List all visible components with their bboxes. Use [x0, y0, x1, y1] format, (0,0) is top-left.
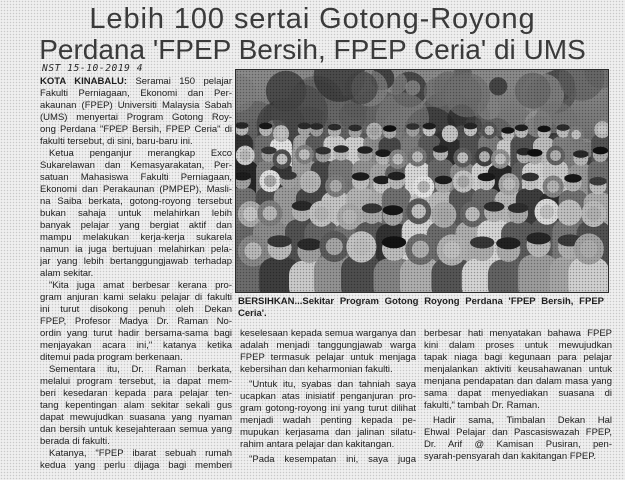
text-line	[240, 403, 416, 415]
text-line	[424, 451, 612, 463]
line-text: fakulti," tambah Dr. Raman.	[424, 400, 540, 411]
left-column	[40, 76, 232, 472]
line-text: menjayakan acara ini," katanya ketika	[40, 340, 232, 351]
news-photo	[236, 70, 608, 292]
line-text: Sementara itu, Dr. Raman berkata,	[49, 364, 232, 375]
line-text: mampu melakukan kerja-kerja sukarela	[40, 232, 232, 243]
line-text: dan bersih untuk kesejahteraan semua yang	[40, 424, 232, 435]
line-text: fakulti tersebut, di sini, baru-baru ini.	[40, 136, 193, 147]
line-text: keselesaan kepada semua warganya dan	[240, 328, 416, 339]
text-line	[240, 427, 416, 439]
line-text: Ketua penganjur merangkap Exco	[49, 148, 232, 159]
text-line	[240, 364, 416, 376]
line-text: akaunan (FPEP) Universiti Malaysia Sabah	[40, 100, 232, 111]
line-text: dapat mewujudkan suasana yang nyaman	[40, 412, 232, 423]
paragraph	[240, 328, 416, 376]
line-text: "Untuk itu, syabas dan tahniah saya	[249, 379, 416, 390]
line-text: kebersihan dan keharmonian fakulti.	[240, 364, 393, 375]
line-text: mupukan kerjasama dan jalinan silatu-	[240, 427, 416, 438]
text-line	[40, 304, 232, 316]
text-line	[40, 196, 232, 208]
text-line	[40, 124, 232, 136]
text-line	[40, 100, 232, 112]
line-text: bukan sahaja untuk melahirkan lebih	[40, 208, 232, 219]
text-line	[40, 436, 232, 448]
text-line	[40, 448, 232, 460]
text-line	[240, 379, 416, 391]
line-text: menjana pendapatan dan dalam masa yang	[424, 376, 612, 387]
text-line	[240, 328, 416, 340]
line-text: FPEP, Profesor Madya Dr. Raman No-	[40, 316, 232, 327]
text-line	[40, 388, 232, 400]
text-line	[424, 439, 612, 451]
line-text: satuan Mahasiswa Fakulti Perniagaan,	[40, 172, 232, 183]
text-line	[424, 427, 612, 439]
text-line	[240, 439, 416, 451]
text-line	[40, 112, 232, 124]
text-line	[40, 268, 232, 280]
text-line	[40, 352, 232, 364]
text-line	[40, 316, 232, 328]
line-text: gram gotong-royong ini yang turut dilihat	[240, 403, 416, 414]
text-line	[40, 460, 232, 472]
group-photo	[236, 70, 608, 292]
line-text: tang kepentingan alam sekitar sekali gus	[40, 400, 232, 411]
text-line	[40, 244, 232, 256]
text-line	[40, 376, 232, 388]
paragraph	[40, 448, 232, 472]
text-line	[40, 148, 232, 160]
line-text: Katanya, "FPEP ibarat sebuah rumah	[49, 448, 232, 459]
text-line	[40, 328, 232, 340]
text-line	[240, 352, 416, 364]
text-line	[424, 364, 612, 376]
line-text: ditemui pada program berkenaan.	[40, 352, 183, 363]
line-text: Fakulti Perniagaan, Ekonomi dan Per-	[40, 88, 232, 99]
line-text: Hadir sama, Timbalan Dekan Hal	[433, 415, 612, 426]
paragraph	[40, 280, 232, 364]
text-line	[40, 160, 232, 172]
text-line	[240, 391, 416, 403]
text-line	[40, 232, 232, 244]
line-text: alam sekitar.	[40, 268, 94, 279]
line-text: "Kita juga amat berbesar kerana pro-	[49, 280, 232, 291]
text-line	[40, 292, 232, 304]
photo-halftone	[236, 70, 608, 292]
text-line	[240, 340, 416, 352]
text-line	[40, 184, 232, 196]
line-text: "Pada kesempatan ini, saya juga	[249, 454, 416, 465]
line-text: ong Perdana "FPEP Bersih, FPEP Ceria" di	[40, 124, 232, 135]
text-line	[40, 364, 232, 376]
text-line	[40, 400, 232, 412]
line-text: ordin yang turut hadir bersama-sama bagi	[40, 328, 232, 339]
text-line	[424, 388, 612, 400]
line-text: sama dapat menyediakan suasana di	[424, 388, 612, 399]
line-text: kini dalam proses untuk mewujudkan	[424, 340, 612, 351]
paragraph	[240, 379, 416, 451]
text-line	[40, 88, 232, 100]
text-line	[40, 208, 232, 220]
text-line	[424, 340, 612, 352]
text-line	[40, 220, 232, 232]
paragraph	[424, 415, 612, 463]
line-text: Dr. Arif @ Kamisan Pusiran, pen-	[424, 439, 612, 450]
text-line	[424, 415, 612, 427]
text-line	[424, 352, 612, 364]
line-text: berada di fakulti.	[40, 436, 110, 447]
text-line	[240, 454, 416, 466]
caption-line	[238, 308, 604, 320]
line-text: banyak pelajar yang bergiat aktif dan	[40, 220, 232, 231]
line-text: ini turut disokong penuh oleh Dekan	[40, 304, 232, 315]
text-line	[424, 376, 612, 388]
headline-line-2: Perdana 'FPEP Bersih, FPEP Ceria' di UMS	[39, 35, 586, 65]
line-text: menjalankan aktiviti keusahawanan untuk	[424, 364, 612, 375]
headline-line-1: Lebih 100 sertai Gotong-Royong	[89, 4, 536, 34]
text-line	[40, 76, 232, 88]
line-text: na Saiba berkata, gotong-royong tersebut	[40, 196, 232, 207]
line-text: gram anjuran kami selaku pelajar di fakulti	[40, 292, 232, 303]
line-text: syarah-pensyarah dan kakitangan FPEP.	[424, 451, 596, 462]
line-text: kedua yang perlu dijaga bagi memberi	[40, 460, 232, 471]
text-line	[40, 280, 232, 292]
middle-column	[240, 328, 416, 466]
line-text: jar yang lebih bertanggungjawab terhadap	[40, 256, 232, 267]
paragraph	[40, 148, 232, 280]
line-text: Sukarelawan dan Kemasyarakatan, Per-	[40, 160, 232, 171]
text-line	[40, 412, 232, 424]
text-line	[40, 256, 232, 268]
paragraph	[240, 454, 416, 466]
line-text: FPEP termasuk pelajar untuk menjaga	[240, 352, 416, 363]
caption-line	[238, 296, 604, 308]
photo-caption	[238, 296, 604, 320]
caption-text: Ceria'.	[238, 308, 267, 319]
dateline: KOTA KINABALU:	[40, 76, 128, 87]
clipping-date-note: NST 15-10-2019 4	[42, 63, 144, 74]
caption-text: BERSIHKAN...Sekitar Program Gotong Royong Perdana 'FPEP Bersih, FPEP	[238, 296, 604, 307]
paragraph	[40, 76, 232, 148]
text-line	[40, 172, 232, 184]
text-line	[424, 328, 612, 340]
line-text: (UMS) menyertai Program Gotong Roy-	[40, 112, 232, 123]
line-text: Ehwal Pelajar dan Pascasiswazah FPEP,	[424, 427, 612, 438]
paragraph	[424, 328, 612, 412]
line-text: beri kesedaran kepada para pelajar ten-	[40, 388, 232, 399]
line-text: menjadi wadah penting kepada pe-	[240, 415, 416, 426]
line-text: ucapkan atas inisiatif penganjuran pro-	[240, 391, 416, 402]
line-text: melalui program tersebut, ia dapat mem-	[40, 376, 232, 387]
line-text: tapak niaga bagi kegunaan para pelajar	[424, 352, 612, 363]
text-line	[40, 424, 232, 436]
text-line	[40, 136, 232, 148]
line-text: Seramai 150 pelajar	[135, 76, 232, 87]
right-column	[424, 328, 612, 463]
line-text: berbesar hati menyatakan bahawa FPEP	[424, 328, 612, 339]
line-text: namun ia juga bertujuan melahirkan pela-	[40, 244, 232, 255]
text-line	[240, 415, 416, 427]
paragraph	[40, 364, 232, 448]
line-text: adalah menjadi tanggungjawab warga	[240, 340, 416, 351]
text-line	[40, 340, 232, 352]
line-text: rahim antara pelajar dan kakitangan.	[240, 439, 395, 450]
line-text: Ekonomi dan Perakaunan (PMPEP), Masli-	[40, 184, 232, 195]
text-line	[424, 400, 612, 412]
